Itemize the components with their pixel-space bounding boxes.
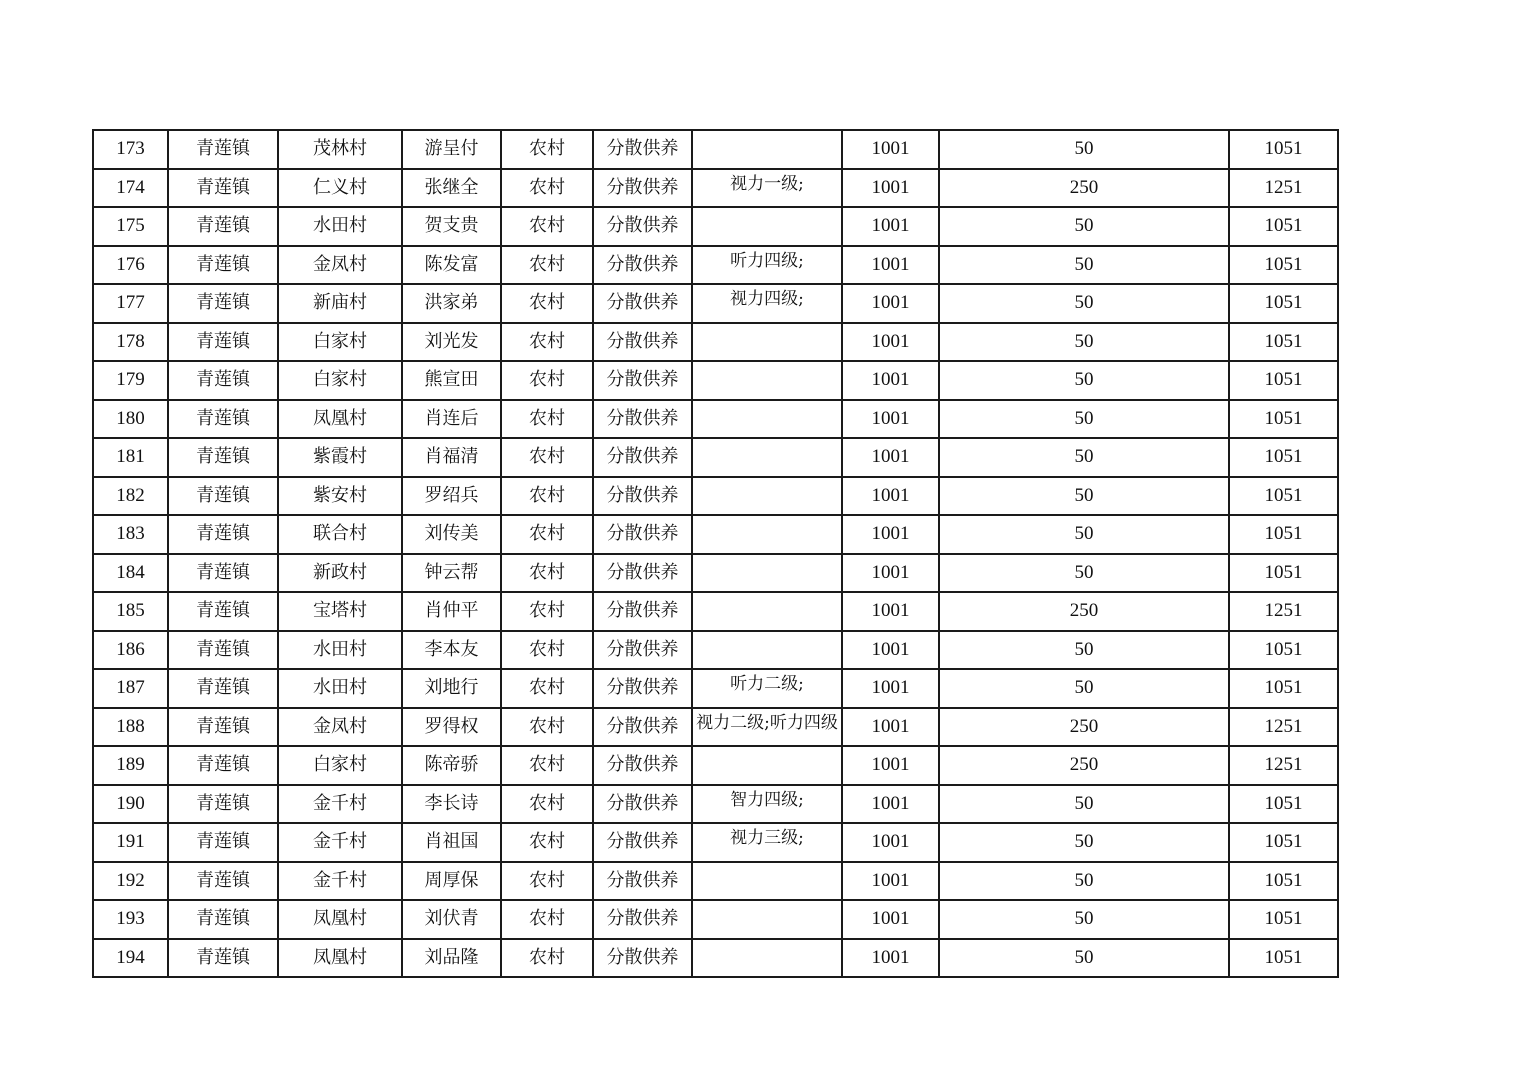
- cell-total-amount: 1051: [1229, 477, 1338, 516]
- cell-village: 茂林村: [278, 130, 402, 169]
- cell-disability: [692, 862, 842, 901]
- cell-disability: [692, 631, 842, 670]
- cell-village: 联合村: [278, 515, 402, 554]
- cell-village: 凤凰村: [278, 400, 402, 439]
- cell-support-type: 分散供养: [593, 592, 692, 631]
- cell-support-type: 分散供养: [593, 400, 692, 439]
- cell-village: 新政村: [278, 554, 402, 593]
- cell-area-type: 农村: [501, 515, 593, 554]
- cell-base-amount: 1001: [842, 284, 939, 323]
- cell-base-amount: 1001: [842, 708, 939, 747]
- cell-base-amount: 1001: [842, 438, 939, 477]
- cell-support-type: 分散供养: [593, 708, 692, 747]
- cell-support-type: 分散供养: [593, 361, 692, 400]
- cell-serial-number: 179: [93, 361, 168, 400]
- cell-person-name: 刘地行: [402, 669, 501, 708]
- cell-town: 青莲镇: [168, 554, 278, 593]
- cell-town: 青莲镇: [168, 515, 278, 554]
- cell-town: 青莲镇: [168, 669, 278, 708]
- cell-disability: [692, 477, 842, 516]
- cell-person-name: 肖仲平: [402, 592, 501, 631]
- cell-base-amount: 1001: [842, 246, 939, 285]
- cell-base-amount: 1001: [842, 400, 939, 439]
- cell-serial-number: 190: [93, 785, 168, 824]
- cell-serial-number: 175: [93, 207, 168, 246]
- cell-person-name: 李本友: [402, 631, 501, 670]
- cell-extra-amount: 50: [939, 207, 1229, 246]
- table-row: [93, 592, 1338, 631]
- cell-support-type: 分散供养: [593, 900, 692, 939]
- cell-total-amount: 1251: [1229, 708, 1338, 747]
- cell-base-amount: 1001: [842, 862, 939, 901]
- table-body: [93, 130, 1338, 977]
- cell-support-type: 分散供养: [593, 862, 692, 901]
- cell-town: 青莲镇: [168, 130, 278, 169]
- table-row: [93, 708, 1338, 747]
- cell-total-amount: 1051: [1229, 400, 1338, 439]
- table-row: [93, 669, 1338, 708]
- cell-support-type: 分散供养: [593, 746, 692, 785]
- cell-person-name: 钟云帮: [402, 554, 501, 593]
- cell-disability: [692, 785, 842, 824]
- cell-serial-number: 186: [93, 631, 168, 670]
- cell-serial-number: 176: [93, 246, 168, 285]
- cell-village: 仁义村: [278, 169, 402, 208]
- cell-base-amount: 1001: [842, 631, 939, 670]
- cell-disability: [692, 823, 842, 862]
- cell-town: 青莲镇: [168, 323, 278, 362]
- cell-area-type: 农村: [501, 361, 593, 400]
- cell-support-type: 分散供养: [593, 207, 692, 246]
- cell-extra-amount: 50: [939, 323, 1229, 362]
- cell-total-amount: 1051: [1229, 323, 1338, 362]
- table-row: [93, 823, 1338, 862]
- cell-town: 青莲镇: [168, 631, 278, 670]
- cell-person-name: 洪家弟: [402, 284, 501, 323]
- cell-extra-amount: 50: [939, 361, 1229, 400]
- cell-base-amount: 1001: [842, 900, 939, 939]
- cell-village: 紫安村: [278, 477, 402, 516]
- cell-serial-number: 194: [93, 939, 168, 978]
- cell-person-name: 罗得权: [402, 708, 501, 747]
- cell-total-amount: 1051: [1229, 669, 1338, 708]
- cell-person-name: 刘光发: [402, 323, 501, 362]
- cell-person-name: 肖福清: [402, 438, 501, 477]
- table-row: [93, 400, 1338, 439]
- table-row: [93, 939, 1338, 978]
- cell-disability: [692, 361, 842, 400]
- cell-support-type: 分散供养: [593, 477, 692, 516]
- cell-extra-amount: 50: [939, 823, 1229, 862]
- cell-person-name: 肖连后: [402, 400, 501, 439]
- cell-town: 青莲镇: [168, 361, 278, 400]
- table-row: [93, 785, 1338, 824]
- table-row: [93, 438, 1338, 477]
- disability-text: 听力二级;: [730, 674, 804, 694]
- cell-disability: [692, 130, 842, 169]
- cell-area-type: 农村: [501, 631, 593, 670]
- cell-total-amount: 1051: [1229, 361, 1338, 400]
- disability-text: 视力四级;: [730, 289, 804, 309]
- cell-base-amount: 1001: [842, 477, 939, 516]
- cell-town: 青莲镇: [168, 400, 278, 439]
- cell-total-amount: 1051: [1229, 207, 1338, 246]
- cell-total-amount: 1051: [1229, 438, 1338, 477]
- cell-extra-amount: 50: [939, 400, 1229, 439]
- cell-area-type: 农村: [501, 207, 593, 246]
- cell-extra-amount: 50: [939, 477, 1229, 516]
- cell-extra-amount: 50: [939, 785, 1229, 824]
- cell-extra-amount: 50: [939, 438, 1229, 477]
- cell-village: 白家村: [278, 361, 402, 400]
- cell-village: 金千村: [278, 862, 402, 901]
- cell-serial-number: 191: [93, 823, 168, 862]
- cell-base-amount: 1001: [842, 939, 939, 978]
- cell-disability: [692, 515, 842, 554]
- cell-person-name: 张继全: [402, 169, 501, 208]
- table-row: [93, 246, 1338, 285]
- cell-area-type: 农村: [501, 284, 593, 323]
- cell-serial-number: 183: [93, 515, 168, 554]
- cell-town: 青莲镇: [168, 900, 278, 939]
- table-row: [93, 631, 1338, 670]
- cell-serial-number: 182: [93, 477, 168, 516]
- cell-total-amount: 1251: [1229, 592, 1338, 631]
- cell-serial-number: 174: [93, 169, 168, 208]
- cell-area-type: 农村: [501, 823, 593, 862]
- cell-support-type: 分散供养: [593, 169, 692, 208]
- cell-base-amount: 1001: [842, 823, 939, 862]
- cell-extra-amount: 50: [939, 669, 1229, 708]
- cell-town: 青莲镇: [168, 823, 278, 862]
- disability-text: 视力二级;听力四级: [696, 712, 838, 733]
- cell-town: 青莲镇: [168, 785, 278, 824]
- cell-village: 白家村: [278, 323, 402, 362]
- table-row: [93, 361, 1338, 400]
- cell-person-name: 熊宣田: [402, 361, 501, 400]
- cell-area-type: 农村: [501, 169, 593, 208]
- cell-village: 水田村: [278, 669, 402, 708]
- cell-person-name: 陈帝骄: [402, 746, 501, 785]
- cell-person-name: 刘伏青: [402, 900, 501, 939]
- cell-support-type: 分散供养: [593, 631, 692, 670]
- cell-village: 凤凰村: [278, 900, 402, 939]
- cell-total-amount: 1051: [1229, 515, 1338, 554]
- cell-serial-number: 193: [93, 900, 168, 939]
- cell-disability: [692, 592, 842, 631]
- cell-total-amount: 1051: [1229, 130, 1338, 169]
- disability-text: 视力三级;: [730, 828, 804, 848]
- cell-total-amount: 1051: [1229, 785, 1338, 824]
- cell-area-type: 农村: [501, 785, 593, 824]
- cell-total-amount: 1051: [1229, 554, 1338, 593]
- cell-support-type: 分散供养: [593, 785, 692, 824]
- cell-support-type: 分散供养: [593, 246, 692, 285]
- cell-base-amount: 1001: [842, 669, 939, 708]
- cell-town: 青莲镇: [168, 939, 278, 978]
- cell-extra-amount: 50: [939, 900, 1229, 939]
- cell-serial-number: 184: [93, 554, 168, 593]
- cell-extra-amount: 250: [939, 708, 1229, 747]
- cell-serial-number: 188: [93, 708, 168, 747]
- cell-support-type: 分散供养: [593, 669, 692, 708]
- cell-base-amount: 1001: [842, 554, 939, 593]
- cell-total-amount: 1051: [1229, 862, 1338, 901]
- table-row: [93, 130, 1338, 169]
- cell-area-type: 农村: [501, 862, 593, 901]
- cell-town: 青莲镇: [168, 207, 278, 246]
- cell-village: 水田村: [278, 207, 402, 246]
- cell-area-type: 农村: [501, 554, 593, 593]
- cell-town: 青莲镇: [168, 477, 278, 516]
- cell-extra-amount: 250: [939, 592, 1229, 631]
- cell-area-type: 农村: [501, 130, 593, 169]
- cell-town: 青莲镇: [168, 592, 278, 631]
- table-row: [93, 207, 1338, 246]
- table-row: [93, 323, 1338, 362]
- cell-extra-amount: 50: [939, 862, 1229, 901]
- cell-person-name: 李长诗: [402, 785, 501, 824]
- cell-person-name: 肖祖国: [402, 823, 501, 862]
- cell-base-amount: 1001: [842, 515, 939, 554]
- cell-extra-amount: 250: [939, 169, 1229, 208]
- cell-total-amount: 1051: [1229, 246, 1338, 285]
- cell-base-amount: 1001: [842, 323, 939, 362]
- cell-base-amount: 1001: [842, 130, 939, 169]
- cell-town: 青莲镇: [168, 708, 278, 747]
- cell-village: 金凤村: [278, 708, 402, 747]
- table-row: [93, 515, 1338, 554]
- disability-text: 视力一级;: [730, 173, 804, 194]
- cell-disability: [692, 323, 842, 362]
- cell-town: 青莲镇: [168, 169, 278, 208]
- cell-person-name: 陈发富: [402, 246, 501, 285]
- table-row: [93, 284, 1338, 323]
- cell-area-type: 农村: [501, 400, 593, 439]
- cell-support-type: 分散供养: [593, 284, 692, 323]
- cell-village: 水田村: [278, 631, 402, 670]
- cell-person-name: 刘品隆: [402, 939, 501, 978]
- cell-person-name: 罗绍兵: [402, 477, 501, 516]
- cell-person-name: 刘传美: [402, 515, 501, 554]
- cell-area-type: 农村: [501, 592, 593, 631]
- cell-serial-number: 192: [93, 862, 168, 901]
- cell-extra-amount: 50: [939, 939, 1229, 978]
- cell-extra-amount: 50: [939, 631, 1229, 670]
- cell-total-amount: 1251: [1229, 169, 1338, 208]
- cell-disability: [692, 169, 842, 208]
- cell-area-type: 农村: [501, 746, 593, 785]
- cell-serial-number: 177: [93, 284, 168, 323]
- cell-support-type: 分散供养: [593, 515, 692, 554]
- table-row: [93, 746, 1338, 785]
- cell-disability: [692, 554, 842, 593]
- cell-disability: [692, 400, 842, 439]
- cell-total-amount: 1051: [1229, 631, 1338, 670]
- table-row: [93, 862, 1338, 901]
- cell-extra-amount: 50: [939, 515, 1229, 554]
- cell-base-amount: 1001: [842, 746, 939, 785]
- cell-area-type: 农村: [501, 477, 593, 516]
- cell-village: 新庙村: [278, 284, 402, 323]
- cell-total-amount: 1251: [1229, 746, 1338, 785]
- table-row: [93, 554, 1338, 593]
- cell-base-amount: 1001: [842, 785, 939, 824]
- cell-disability: [692, 207, 842, 246]
- beneficiary-table: [92, 129, 1339, 978]
- cell-total-amount: 1051: [1229, 900, 1338, 939]
- cell-support-type: 分散供养: [593, 130, 692, 169]
- cell-support-type: 分散供养: [593, 554, 692, 593]
- cell-extra-amount: 50: [939, 284, 1229, 323]
- cell-area-type: 农村: [501, 900, 593, 939]
- cell-village: 白家村: [278, 746, 402, 785]
- cell-village: 金千村: [278, 823, 402, 862]
- cell-total-amount: 1051: [1229, 823, 1338, 862]
- cell-disability: [692, 284, 842, 323]
- cell-support-type: 分散供养: [593, 323, 692, 362]
- cell-base-amount: 1001: [842, 592, 939, 631]
- cell-village: 金凤村: [278, 246, 402, 285]
- cell-person-name: 周厚保: [402, 862, 501, 901]
- cell-person-name: 贺支贵: [402, 207, 501, 246]
- table-row: [93, 477, 1338, 516]
- cell-disability: [692, 939, 842, 978]
- table-row: [93, 169, 1338, 208]
- cell-serial-number: 180: [93, 400, 168, 439]
- cell-disability: [692, 746, 842, 785]
- cell-serial-number: 187: [93, 669, 168, 708]
- cell-total-amount: 1051: [1229, 284, 1338, 323]
- cell-extra-amount: 250: [939, 746, 1229, 785]
- cell-disability: [692, 438, 842, 477]
- disability-text: 智力四级;: [730, 789, 804, 810]
- cell-town: 青莲镇: [168, 746, 278, 785]
- cell-village: 凤凰村: [278, 939, 402, 978]
- cell-base-amount: 1001: [842, 207, 939, 246]
- cell-disability: [692, 708, 842, 747]
- cell-support-type: 分散供养: [593, 823, 692, 862]
- cell-support-type: 分散供养: [593, 939, 692, 978]
- cell-disability: [692, 246, 842, 285]
- cell-base-amount: 1001: [842, 169, 939, 208]
- cell-town: 青莲镇: [168, 862, 278, 901]
- cell-extra-amount: 50: [939, 130, 1229, 169]
- cell-serial-number: 181: [93, 438, 168, 477]
- disability-text: 听力四级;: [730, 250, 804, 271]
- cell-base-amount: 1001: [842, 361, 939, 400]
- cell-area-type: 农村: [501, 669, 593, 708]
- cell-serial-number: 173: [93, 130, 168, 169]
- cell-area-type: 农村: [501, 323, 593, 362]
- cell-area-type: 农村: [501, 246, 593, 285]
- cell-serial-number: 185: [93, 592, 168, 631]
- cell-person-name: 游呈付: [402, 130, 501, 169]
- cell-town: 青莲镇: [168, 438, 278, 477]
- cell-extra-amount: 50: [939, 246, 1229, 285]
- cell-disability: [692, 669, 842, 708]
- cell-area-type: 农村: [501, 708, 593, 747]
- cell-serial-number: 178: [93, 323, 168, 362]
- cell-extra-amount: 50: [939, 554, 1229, 593]
- cell-serial-number: 189: [93, 746, 168, 785]
- cell-village: 金千村: [278, 785, 402, 824]
- cell-total-amount: 1051: [1229, 939, 1338, 978]
- cell-area-type: 农村: [501, 939, 593, 978]
- cell-town: 青莲镇: [168, 246, 278, 285]
- cell-area-type: 农村: [501, 438, 593, 477]
- cell-town: 青莲镇: [168, 284, 278, 323]
- cell-village: 宝塔村: [278, 592, 402, 631]
- cell-disability: [692, 900, 842, 939]
- cell-support-type: 分散供养: [593, 438, 692, 477]
- cell-village: 紫霞村: [278, 438, 402, 477]
- table-row: [93, 900, 1338, 939]
